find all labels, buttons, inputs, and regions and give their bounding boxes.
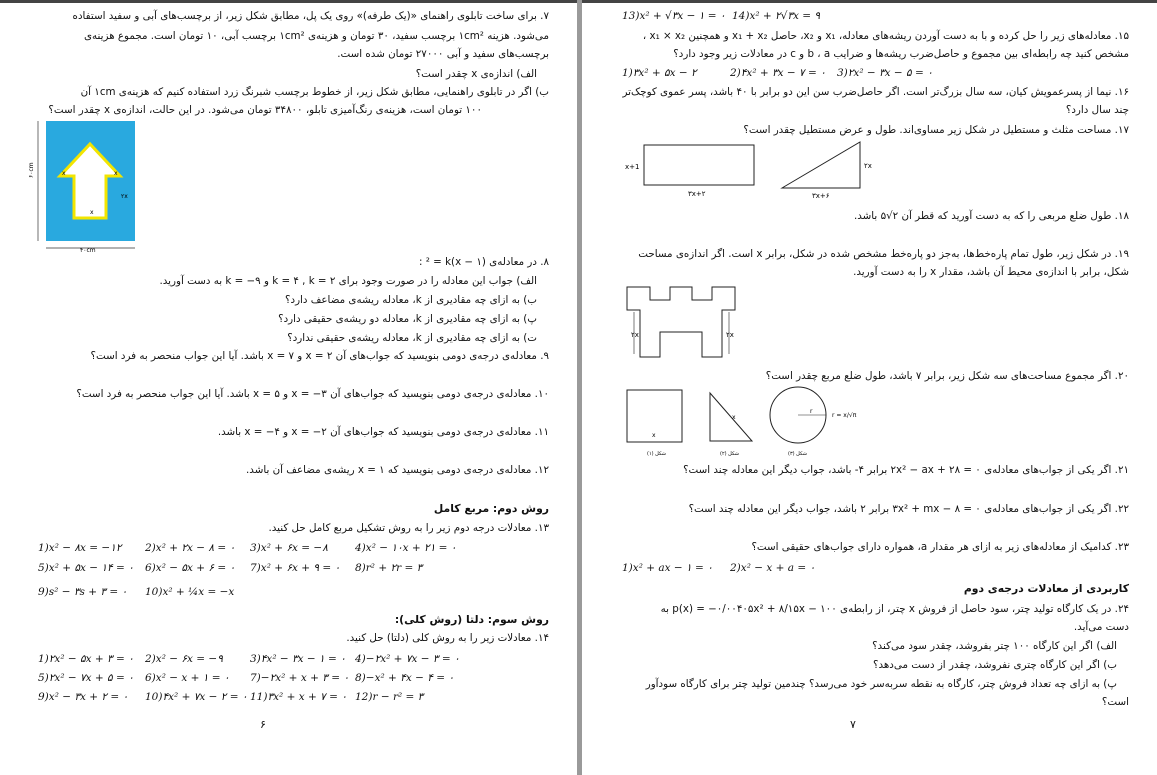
arrow-x-label-bottom: x [90,209,94,216]
q13-eq5: 5)x² + ۵x − ۱۴ = ۰ [38,562,134,574]
q13-eq2: 2)x² + ۲x − ۸ = ۰ [145,542,236,554]
arrow-x-label-right: x [114,170,118,177]
q14-eq11: 11)۳x² + x + ۷ = ۰ [250,691,347,703]
page-number: ۷ [850,718,856,731]
square-side-label: x [652,432,656,439]
q14-eq12: 12)r − r² = ۳ [355,691,424,703]
q13-eq6: 6)x² − ۵x + ۶ = ۰ [145,562,236,574]
sign-height-label: ۶۰cm [28,162,35,178]
q16-line1: ۱۶. نیما از پسرعمویش کیان، سه سال بزرگ‌تر است. اگر حاصل‌ضرب سن این دو برابر با ۴۰ باشد، پسر عموی کوچک‌تر [622,86,1129,98]
rect-width-label: ۳x+۲ [688,190,706,198]
q14-eq4: 4)−۲x² + ۷x − ۳ = ۰ [355,653,460,665]
q7-line2: می‌شود. هزینه ۱cm² برچسب سفید، ۳۰ تومان و هزینه‌ی ۱cm² برچسب آبی، ۱۰ تومان است. مجموع هزینه‌ی [83,30,549,42]
q23-eq1: 1)x² + ax − ۱ = ۰ [622,562,713,574]
q13-eq7: 7)x² + ۶x + ۹ = ۰ [250,562,341,574]
q15-eq3: 3)۲x² − ۳x − ۵ = ۰ [837,67,933,79]
q20: ۲۰. اگر مجموع مساحت‌های سه شکل زیر، برابر ۷ باشد، طول ضلع مربع چقدر است؟ [765,370,1129,382]
arrow-2x-label: ۲x [121,193,128,200]
rect-triangle-figure [622,138,882,203]
q19-line1: ۱۹. در شکل زیر، طول تمام پاره‌خط‌ها، به‌جز دو پاره‌خط مشخص شده در شکل، برابر x است. اگر اندازه‌ی مساحت [638,248,1129,260]
q7-line3: برچسب‌های سفید و آبی ۲۷۰۰۰ تومان شده است. [337,48,549,60]
q9: ۹. معادله‌ی درجه‌ی دومی بنویسید که جواب‌های آن x = ۲ و x = ۷ باشد. آیا این جواب منحصر به فرد است؟ [90,350,549,362]
section-applications: کاربردی از معادلات درجه‌ی دوم [963,582,1129,595]
q8-intro: ۸. در معادله‌ی (x − ۱)² = k : [419,256,549,268]
section-complete-square: روش دوم: مربع کامل [433,502,549,515]
q23: ۲۳. کدامیک از معادله‌های زیر به ازای هر مقدار a، همواره دارای جواب‌های حقیقی است؟ [751,541,1129,553]
q13-eq1: 1)x² − ۸x = −۱۲ [38,542,122,554]
q14-eq9: 9)x² − ۳x + ۲ = ۰ [38,691,129,703]
q13-eq3: 3)x² + ۶x = −۸ [250,542,328,554]
q14: ۱۴. معادلات زیر را به روش کلی (دلتا) حل کنید. [346,632,549,644]
radius-label: r [810,408,813,415]
q17: ۱۷. مساحت مثلث و مستطیل در شکل زیر مساوی‌اند. طول و عرض مستطیل چقدر است؟ [743,124,1129,136]
q15-line1: ۱۵. معادله‌های زیر را حل کرده و با به دست آوردن ریشه‌های معادله، x₁ و x₂، حاصل x₁ + x₂ و همچنین x₁ × x₂ ، [642,30,1129,42]
triangle-side-label: x [732,414,736,421]
page-7 [582,0,1157,775]
q22: ۲۲. اگر یکی از جواب‌های معادله‌ی ۳x² + mx − ۸ = ۰ برابر ۲ باشد، جواب دیگر این معادله چند است؟ [688,503,1129,515]
q8-part-a: الف) جواب این معادله را در صورت وجود برای k = ۴ , k = ۲ و k = −۹ به دست آورید. [159,275,537,287]
q24-part-b: ب) اگر این کارگاه چتری نفروشد، چقدر از دست می‌دهد؟ [872,659,1117,671]
page-number: ۶ [260,718,266,731]
right-2x-label: ۲x [726,331,734,339]
q14-eq1: 1)۲x² − ۵x + ۳ = ۰ [38,653,134,665]
q15-eq1: 1)۳x² + ۵x − ۲ [622,67,697,79]
q7-part-a: الف) اندازه‌ی x چقدر است؟ [415,68,537,80]
q13-eq9: 9)s² − ۳s + ۳ = ۰ [38,586,128,598]
q14-eq10: 10)۴x² + ۷x − ۲ = ۰ [145,691,248,703]
shape2-caption: شکل (۲) [720,451,739,457]
radius-formula: r = x/√π [832,412,857,419]
q14-eq7: 7)−۲x² + x + ۳ = ۰ [250,672,349,684]
triangle-shape [782,142,860,188]
q11: ۱۱. معادله‌ی درجه‌ی دومی بنویسید که جواب‌های آن x = −۲ و x = −۴ باشد. [217,426,549,438]
q13: ۱۳. معادلات درجه دوم زیر را به روش تشکیل مربع کامل حل کنید. [268,522,549,534]
q14-eq5: 5)۲x² − ۷x + ۵ = ۰ [38,672,134,684]
q14-eq14: 14)x² + ۲√۳x = ۹ [732,10,821,22]
q8-part-b: ب) به ازای چه مقادیری از k، معادله ریشه‌ی مضاعف دارد؟ [285,294,537,306]
q15-line2: مشخص کنید چه رابطه‌ای بین مجموع و حاصل‌ضرب ریشه‌ها و ضرایب b ، a و c در معادلات زیر وجود دارد؟ [673,48,1129,60]
q18: ۱۸. طول ضلع مربعی را که به دست آورید که قطر آن ۲√۵ باشد. [853,210,1129,222]
q24-part-a: الف) اگر این کارگاه ۱۰۰ چتر بفروشد، چقدر سود می‌کند؟ [872,640,1117,652]
shape3-caption: شکل (۳) [788,451,807,457]
q13-eq8: 8)r² + ۲r = ۳ [355,562,423,574]
q7-part-b2: ۱۰۰ تومان است، هزینه‌ی رنگ‌آمیزی تابلو، ۳۴۸۰۰ تومان می‌شود. در این حالت، اندازه‌ی x چقدر است؟ [48,104,482,116]
q16-line2: چند سال دارد؟ [1065,104,1129,116]
three-shapes-figure [622,385,882,460]
q8-part-p: پ) به ازای چه مقادیری از k، معادله دو ریشه‌ی حقیقی دارد؟ [278,313,537,325]
stepped-outline [627,287,735,357]
triangle-base-label: ۳x+۶ [812,192,830,200]
q19-line2: شکل، برابر با اندازه‌ی محیط آن باشد، مقدار x را به دست آورید. [853,266,1129,278]
triangle-height-label: ۲x [864,162,872,170]
one-way-sign-figure [28,118,140,256]
q15-eq2: 2)۴x² + ۳x − ۷ = ۰ [730,67,826,79]
q14-eq2: 2)x² − ۶x = −۹ [145,653,223,665]
q14-eq8: 8)−x² + ۴x − ۴ = ۰ [355,672,454,684]
shape1-caption: شکل (۱) [647,451,666,457]
sign-width-label: ۴۰cm [80,247,96,254]
stepped-shape-figure [622,282,752,362]
q24-line2: دست می‌آید. [1073,621,1129,633]
arrow-x-label-left: x [62,170,66,177]
q7-line1: ۷. برای ساخت تابلوی راهنمای «(یک طرفه)» روی یک پل، مطابق شکل زیر، از برچسب‌های آبی و سفید استفاده [72,10,549,22]
q13-eq4: 4)x² − ۱۰x + ۲۱ = ۰ [355,542,457,554]
page-top-edge [582,0,1157,3]
section-delta: روش سوم: دلتا (روش کلی): [394,613,549,626]
q10: ۱۰. معادله‌ی درجه‌ی دومی بنویسید که جواب‌های آن x = −۳ و x = ۵ باشد. آیا این جواب منحصر به فرد است؟ [76,388,549,400]
q7-part-b1: ب) اگر در تابلوی راهنمایی، مطابق شکل زیر، از خطوط برچسب شبرنگ زرد استفاده کنیم که هزینه‌ی ۱cm آن [80,86,549,98]
q24-line1: ۲۴. در یک کارگاه تولید چتر، سود حاصل از فروش x چتر، از رابطه‌ی p(x) = −۰/۰۰۴۰۵x² + ۸/۱۵x − ۱۰۰ به [660,603,1129,615]
q21: ۲۱. اگر یکی از جواب‌های معادله‌ی ۲x² − ax + ۲۸ = ۰ برابر ۴- باشد، جواب دیگر این معادله چند است؟ [683,464,1129,476]
q24-part-p2: است؟ [1101,696,1129,708]
q14-eq6: 6)x² − x + ۱ = ۰ [145,672,230,684]
q14-eq13: 13)x² + √۳x − ۱ = ۰ [622,10,726,22]
q12: ۱۲. معادله‌ی درجه‌ی دومی بنویسید که x = ۱ ریشه‌ی مضاعف آن باشد. [246,464,549,476]
q14-eq3: 3)۴x² − ۳x − ۱ = ۰ [250,653,346,665]
q24-part-p1: پ) به ازای چه تعداد فروش چتر، کارگاه به نقطه سربه‌سر خود می‌رسد؟ چندمین تولید چتر برای کارگاه سودآور [645,678,1117,690]
rect-height-label: x+1 [625,163,640,171]
left-2x-label: ۲x [631,331,639,339]
right-triangle-shape [710,393,752,441]
page-top-edge [0,0,577,3]
q13-eq10: 10)x² + ¼x = −x [145,586,235,598]
rectangle-shape [644,145,754,185]
page-6 [0,0,577,775]
q8-part-t: ت) به ازای چه مقادیری از k، معادله ریشه‌ی حقیقی ندارد؟ [287,332,537,344]
q23-eq2: 2)x² − x + a = ۰ [730,562,816,574]
